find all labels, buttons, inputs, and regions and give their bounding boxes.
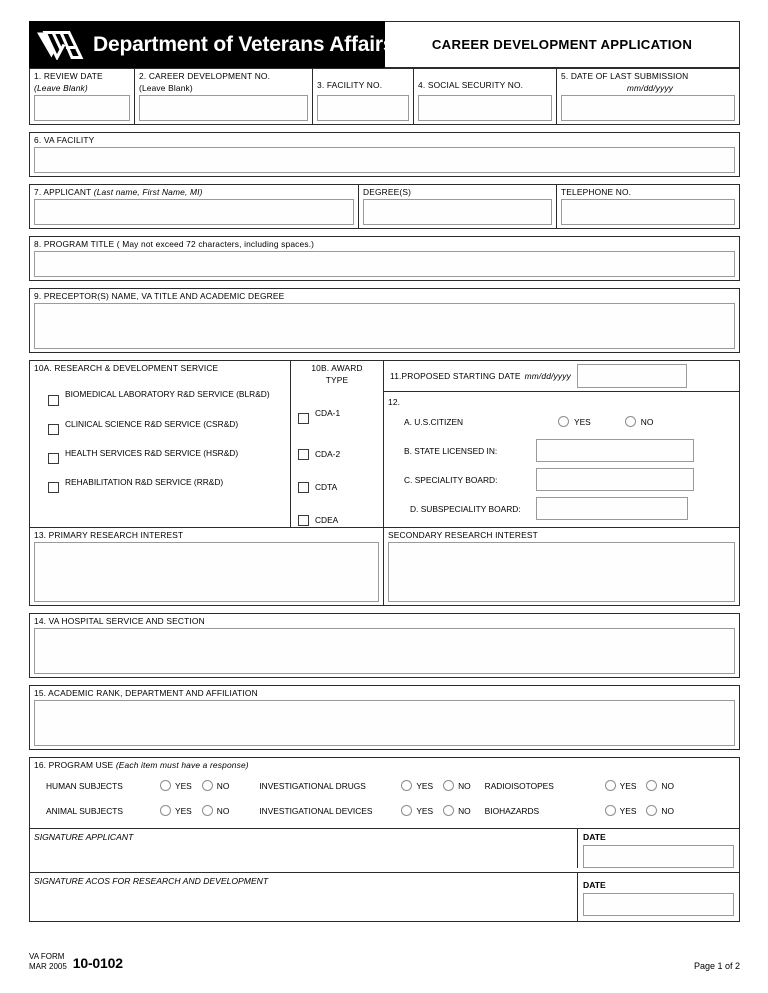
form-label: VA FORM	[29, 952, 65, 961]
checkbox-icon[interactable]	[48, 424, 59, 435]
program-use-label-text: 16. PROGRAM USE	[34, 759, 114, 770]
field-telephone	[557, 184, 740, 229]
rd-service-option-label: HEALTH SERVICES R&D SERVICE (HSR&D)	[65, 448, 239, 458]
field-12-group	[384, 392, 739, 523]
field-primary-research-interest	[30, 528, 384, 605]
applicant-date-input[interactable]	[583, 845, 734, 868]
checkbox-icon[interactable]	[298, 449, 309, 460]
field-10b-label-line1: 10B. AWARD	[311, 363, 363, 373]
field-2-label: 2. CAREER DEVELOPMENT NO.	[139, 71, 271, 81]
form-footer	[29, 952, 740, 971]
radio-icon[interactable]	[646, 780, 657, 791]
rd-service-option-rrd[interactable]	[30, 477, 290, 493]
field-1-label: 1. REVIEW DATE	[34, 71, 103, 81]
investigational-drugs-yes[interactable]	[401, 780, 443, 791]
career-development-no-input[interactable]	[139, 95, 308, 121]
award-type-option-label: CDA-2	[315, 449, 341, 459]
field-us-citizen	[388, 407, 739, 436]
section-program-use	[29, 757, 740, 829]
yes-label: YES	[619, 780, 637, 791]
field-5-hint: mm/dd/yyyy	[626, 83, 674, 93]
program-use-item-label: BIOHAZARDS	[484, 805, 540, 816]
form-title-box	[385, 21, 740, 68]
degrees-input[interactable]	[363, 199, 552, 225]
form-title: CAREER DEVELOPMENT APPLICATION	[431, 37, 693, 52]
award-type-option-label: CDA-1	[315, 408, 341, 418]
applicant-hint-text: (Last name, First Name, MI)	[93, 187, 203, 197]
section-10-11-12	[29, 360, 740, 528]
field-4-label: 4. SOCIAL SECURITY NO.	[418, 80, 524, 90]
field-11-hint: mm/dd/yyyy	[524, 371, 571, 381]
va-facility-input[interactable]	[34, 147, 735, 173]
radioisotopes-no[interactable]	[646, 780, 684, 791]
award-type-option-cdta[interactable]	[291, 481, 383, 494]
form-number: 10-0102	[72, 955, 123, 971]
field-state-licensed	[388, 436, 739, 465]
field-review-date	[29, 68, 135, 125]
field-7-label	[30, 185, 358, 197]
us-citizen-no-label: NO	[640, 416, 654, 427]
field-rd-service	[30, 361, 291, 527]
radio-icon[interactable]	[160, 805, 171, 816]
radio-icon[interactable]	[558, 416, 569, 427]
preceptors-input[interactable]	[34, 303, 735, 349]
yes-label: YES	[175, 805, 192, 816]
radio-icon[interactable]	[443, 780, 454, 791]
biohazards-yes[interactable]	[605, 805, 647, 816]
checkbox-icon[interactable]	[48, 395, 59, 406]
award-type-option-label: CDEA	[315, 515, 339, 525]
field-program-title	[29, 236, 740, 281]
telephone-label: TELEPHONE NO.	[561, 187, 632, 197]
subspeciality-board-input[interactable]	[536, 497, 688, 520]
field-8-label: 8. PROGRAM TITLE ( May not exceed 72 characters, including spaces.)	[34, 239, 315, 249]
facility-no-input[interactable]	[317, 95, 409, 121]
yes-label: YES	[416, 780, 434, 791]
social-security-no-input[interactable]	[418, 95, 552, 121]
program-use-hint-text: (Each item must have a response)	[115, 759, 249, 770]
award-type-option-label: CDTA	[315, 481, 338, 492]
field-5-label: 5. DATE OF LAST SUBMISSION	[561, 71, 689, 81]
no-label: NO	[661, 805, 674, 816]
field-career-development-no	[135, 68, 313, 125]
field-speciality-board	[388, 465, 739, 494]
signature-applicant-area[interactable]	[30, 829, 578, 868]
program-use-item-label: INVESTIGATIONAL DRUGS	[259, 780, 366, 791]
signature-acos-date	[578, 873, 739, 921]
field-date-of-last-submission	[557, 68, 740, 125]
us-citizen-label: A. U.S.CITIZEN	[404, 416, 464, 427]
field-12-number: 12.	[388, 397, 401, 407]
signature-applicant-label: SIGNATURE APPLICANT	[34, 831, 134, 842]
primary-research-interest-input[interactable]	[34, 542, 379, 602]
field-degrees	[359, 184, 557, 229]
field-academic-rank	[29, 685, 740, 750]
field-13-label: 13. PRIMARY RESEARCH INTEREST	[34, 529, 184, 540]
date-label: DATE	[583, 831, 606, 842]
radioisotopes-yes[interactable]	[605, 780, 647, 791]
applicant-label-text: 7. APPLICANT	[34, 187, 92, 197]
award-type-option-cda1[interactable]	[291, 407, 383, 424]
signature-block-acos	[29, 873, 740, 922]
investigational-drugs-no[interactable]	[443, 780, 481, 791]
program-use-item-label: HUMAN SUBJECTS	[46, 780, 123, 791]
program-use-row-1	[30, 775, 739, 797]
program-use-item-label: ANIMAL SUBJECTS	[46, 805, 123, 816]
field-applicant	[29, 184, 359, 229]
radio-icon[interactable]	[646, 805, 657, 816]
award-type-option-cdea[interactable]	[291, 514, 383, 527]
checkbox-icon[interactable]	[298, 413, 309, 424]
rd-service-option-blrd[interactable]	[30, 389, 290, 406]
field-10a-label: 10A. RESEARCH & DEVELOPMENT SERVICE	[34, 363, 219, 373]
checkbox-icon[interactable]	[48, 482, 59, 493]
field-va-facility	[29, 132, 740, 177]
field-va-hospital-service	[29, 613, 740, 678]
field-facility-no	[313, 68, 414, 125]
radio-icon[interactable]	[202, 805, 213, 816]
no-label: NO	[458, 780, 471, 791]
no-label: NO	[216, 780, 230, 791]
field-10b-label-line2: TYPE	[325, 375, 349, 385]
program-title-input[interactable]	[34, 251, 735, 277]
yes-label: YES	[416, 805, 434, 816]
form-header	[29, 21, 740, 68]
review-date-input[interactable]	[34, 95, 130, 121]
checkbox-icon[interactable]	[298, 482, 309, 493]
radio-icon[interactable]	[202, 780, 213, 791]
human-subjects-yes[interactable]	[160, 780, 202, 791]
field-proposed-starting-date	[384, 361, 739, 392]
rd-service-option-label: CLINICAL SCIENCE R&D SERVICE (CSR&D)	[65, 419, 239, 429]
radio-icon[interactable]	[625, 416, 636, 427]
us-citizen-yes-label: YES	[574, 416, 591, 427]
field-subspeciality-board	[388, 494, 739, 523]
speciality-board-input[interactable]	[536, 468, 694, 491]
radio-icon[interactable]	[605, 780, 616, 791]
investigational-devices-yes[interactable]	[401, 805, 443, 816]
date-of-last-submission-input[interactable]	[561, 95, 735, 121]
human-subjects-no[interactable]	[202, 780, 240, 791]
field-11-label: 11.PROPOSED STARTING DATE	[390, 371, 521, 381]
animal-subjects-no[interactable]	[202, 805, 240, 816]
checkbox-icon[interactable]	[48, 453, 59, 464]
state-licensed-label: B. STATE LICENSED IN:	[404, 445, 498, 456]
applicant-input[interactable]	[34, 199, 354, 225]
state-licensed-input[interactable]	[536, 439, 694, 462]
radio-icon[interactable]	[401, 780, 412, 791]
speciality-board-label: C. SPECIALITY BOARD:	[404, 474, 498, 485]
rd-service-option-label: REHABILITATION R&D SERVICE (RR&D)	[65, 477, 224, 487]
animal-subjects-yes[interactable]	[160, 805, 202, 816]
no-label: NO	[661, 780, 674, 791]
investigational-devices-no[interactable]	[443, 805, 481, 816]
field-social-security-no	[414, 68, 557, 125]
subspeciality-board-label: D. SUBSPECIALITY BOARD:	[410, 503, 521, 514]
field-secondary-research-interest	[384, 528, 739, 605]
field-preceptors	[29, 288, 740, 353]
form-identifier	[29, 952, 123, 971]
rd-service-option-label: BIOMEDICAL LABORATORY R&D SERVICE (BLR&D)	[65, 389, 270, 399]
program-use-item-label: INVESTIGATIONAL DEVICES	[259, 805, 373, 816]
va-hospital-service-input[interactable]	[34, 628, 735, 674]
yes-label: YES	[175, 780, 192, 791]
field-9-label: 9. PRECEPTOR(S) NAME, VA TITLE AND ACADEMIC DEGREE	[34, 291, 285, 301]
yes-label: YES	[619, 805, 637, 816]
form-revision	[29, 952, 67, 971]
secondary-research-interest-input[interactable]	[388, 542, 735, 602]
agency-banner	[29, 21, 395, 68]
field-16-label	[30, 758, 739, 770]
rd-service-option-hsrd[interactable]	[30, 448, 290, 464]
field-1-hint: (Leave Blank)	[34, 83, 88, 93]
field-14-label: 14. VA HOSPITAL SERVICE AND SECTION	[34, 615, 205, 626]
degrees-label: DEGREE(S)	[363, 187, 412, 197]
signature-acos-area[interactable]	[30, 873, 578, 921]
va-seal-icon	[35, 30, 85, 60]
field-2-hint: (Leave Blank)	[139, 83, 193, 93]
field-3-label: 3. FACILITY NO.	[317, 80, 383, 90]
secondary-research-label: SECONDARY RESEARCH INTEREST	[388, 529, 538, 540]
radio-icon[interactable]	[443, 805, 454, 816]
field-award-type	[291, 361, 384, 527]
biohazards-no[interactable]	[646, 805, 684, 816]
radio-icon[interactable]	[605, 805, 616, 816]
rd-service-option-csrd[interactable]	[30, 419, 290, 435]
checkbox-icon[interactable]	[298, 515, 309, 526]
radio-icon[interactable]	[401, 805, 412, 816]
section-research-interest	[29, 528, 740, 606]
agency-name: Department of Veterans Affairs	[93, 32, 395, 56]
signature-applicant-date	[578, 829, 739, 872]
row-fields-1-5	[29, 68, 740, 125]
award-type-option-cda2[interactable]	[291, 448, 383, 461]
academic-rank-input[interactable]	[34, 700, 735, 746]
no-label: NO	[458, 805, 471, 816]
signature-block-applicant	[29, 829, 740, 873]
page-number: Page 1 of 2	[693, 961, 740, 971]
row-applicant	[29, 184, 740, 229]
program-use-item-label: RADIOISOTOPES	[484, 780, 554, 791]
signature-acos-label: SIGNATURE ACOS FOR RESEARCH AND DEVELOPMENT	[34, 875, 269, 886]
proposed-starting-date-input[interactable]	[577, 364, 687, 388]
telephone-input[interactable]	[561, 199, 735, 225]
us-citizen-no[interactable]	[625, 416, 674, 427]
form-body	[29, 21, 740, 922]
program-use-row-2	[30, 800, 739, 822]
no-label: NO	[216, 805, 230, 816]
acos-date-input[interactable]	[583, 893, 734, 916]
section-11-12	[384, 361, 739, 527]
us-citizen-yes[interactable]	[558, 416, 611, 427]
date-label: DATE	[583, 879, 606, 890]
form-date: MAR 2005	[29, 961, 67, 971]
field-6-label: 6. VA FACILITY	[34, 135, 95, 145]
radio-icon[interactable]	[160, 780, 171, 791]
field-15-label: 15. ACADEMIC RANK, DEPARTMENT AND AFFILIATION	[34, 687, 258, 698]
